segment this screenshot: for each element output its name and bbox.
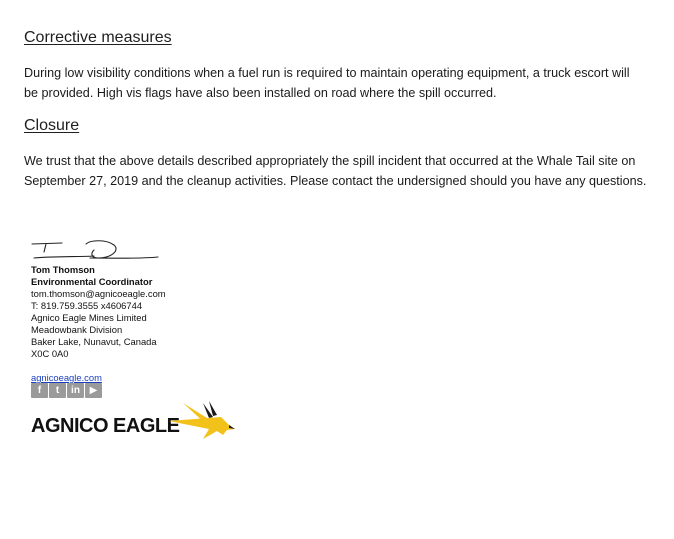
- signer-email[interactable]: tom.thomson@agnicoeagle.com: [31, 288, 166, 299]
- agnico-eagle-logo: [31, 399, 241, 447]
- signature-block: [31, 264, 166, 360]
- paragraph-line: be provided. High vis flags have also been installed on road where the spill occurred.: [24, 86, 497, 100]
- signer-division: Meadowbank Division: [31, 324, 123, 335]
- signer-city: Baker Lake, Nunavut, Canada: [31, 336, 157, 347]
- signer-phone: T: 819.759.3555 x4606744: [31, 300, 143, 311]
- website-link[interactable]: agnicoeagle.com: [31, 372, 102, 383]
- paragraph-line: During low visibility conditions when a fuel run is required to maintain operating equipment, a truck escort will: [24, 66, 630, 80]
- signer-title: Environmental Coordinator: [31, 276, 153, 287]
- signer-postal-code: X0C 0A0: [31, 348, 69, 359]
- closure-paragraph: [24, 151, 664, 191]
- youtube-icon[interactable]: ▶: [85, 383, 102, 398]
- eagle-icon: [169, 399, 237, 445]
- linkedin-icon[interactable]: in: [67, 383, 84, 398]
- twitter-icon[interactable]: t: [49, 383, 66, 398]
- paragraph-line: We trust that the above details described appropriately the spill incident that occurred at the Whale Tail site on: [24, 154, 636, 168]
- social-icons-row: [31, 383, 102, 398]
- handwritten-signature: [28, 236, 160, 264]
- corrective-measures-paragraph: [24, 63, 664, 103]
- section-heading-closure: Closure: [24, 117, 80, 134]
- signer-name: Tom Thomson: [31, 264, 95, 275]
- section-heading-corrective-measures: Corrective measures: [24, 29, 172, 46]
- signer-company: Agnico Eagle Mines Limited: [31, 312, 147, 323]
- paragraph-line: September 27, 2019 and the cleanup activities. Please contact the undersigned should you have any questions.: [24, 174, 647, 188]
- logo-wordmark: AGNICO EAGLE: [31, 415, 180, 437]
- facebook-icon[interactable]: f: [31, 383, 48, 398]
